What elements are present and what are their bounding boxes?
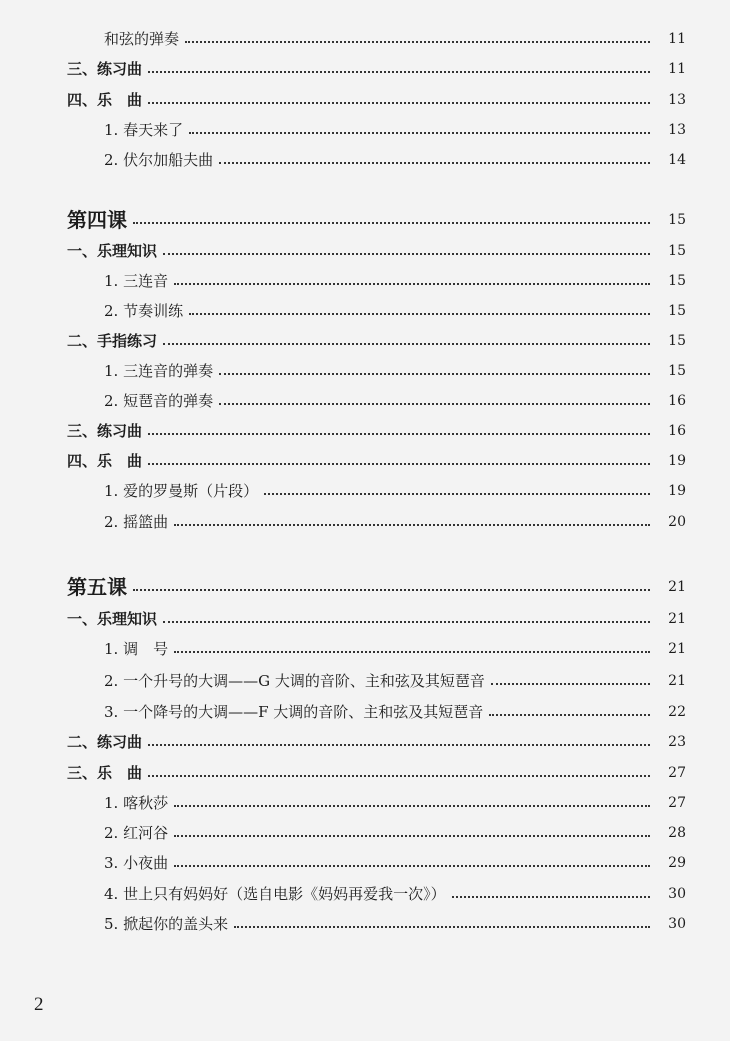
- toc-entry-label: 1. 春天来了: [104, 121, 184, 139]
- toc-entry[interactable]: [104, 294, 686, 320]
- toc-entry[interactable]: [104, 877, 686, 903]
- toc-entry-label: 第五课: [67, 575, 127, 599]
- leader-dots: [219, 403, 650, 405]
- toc-entry-label: 2. 一个升号的大调——G 大调的音阶、主和弦及其短琶音: [104, 672, 485, 690]
- leader-dots: [489, 714, 650, 716]
- toc-entry[interactable]: [67, 203, 686, 232]
- toc-entry[interactable]: [104, 113, 686, 139]
- toc-page-number: 23: [668, 734, 686, 750]
- toc-page-number: 28: [668, 825, 686, 841]
- toc-entry-label: 1. 喀秋莎: [104, 794, 169, 812]
- leader-dots: [148, 71, 650, 73]
- page-number: 2: [34, 994, 44, 1015]
- toc-page-number: 21: [668, 579, 686, 595]
- toc-entry-label: 1. 爱的罗曼斯（片段）: [104, 482, 259, 500]
- toc-entry-label: 第四课: [67, 208, 127, 232]
- toc-page-number: 11: [668, 31, 686, 47]
- toc-entry[interactable]: [67, 52, 686, 78]
- leader-dots: [163, 621, 650, 623]
- toc-entry-label: 2. 节奏训练: [104, 302, 184, 320]
- leader-dots: [148, 744, 650, 746]
- toc-entry-label: 三、练习曲: [67, 422, 143, 440]
- toc-entry[interactable]: [104, 505, 686, 531]
- toc-entry-label: 2. 伏尔加船夫曲: [104, 151, 214, 169]
- leader-dots: [174, 651, 650, 653]
- toc-entry[interactable]: [104, 632, 686, 658]
- leader-dots: [148, 775, 650, 777]
- toc-page-number: 27: [668, 765, 686, 781]
- leader-dots: [174, 805, 650, 807]
- toc-page-number: 27: [668, 795, 686, 811]
- toc-entry[interactable]: [104, 695, 686, 721]
- toc-entry[interactable]: [67, 602, 686, 628]
- toc-entry[interactable]: [104, 907, 686, 933]
- toc-page-number: 22: [668, 704, 686, 720]
- toc-entry-label: 2. 摇篮曲: [104, 513, 169, 531]
- toc-entry[interactable]: [67, 234, 686, 260]
- toc-entry[interactable]: [104, 384, 686, 410]
- leader-dots: [174, 835, 650, 837]
- toc-entry-label: 二、手指练习: [67, 332, 158, 350]
- toc-entry[interactable]: [67, 444, 686, 470]
- toc-page-number: 21: [668, 641, 686, 657]
- leader-dots: [491, 683, 650, 685]
- leader-dots: [174, 524, 650, 526]
- toc-entry[interactable]: [104, 846, 686, 872]
- toc-entry-label: 1. 三连音的弹奏: [104, 362, 214, 380]
- toc-entry[interactable]: [104, 474, 686, 500]
- toc-entry[interactable]: [67, 414, 686, 440]
- toc-entry-label: 1. 三连音: [104, 272, 169, 290]
- toc-page-number: 13: [668, 122, 686, 138]
- toc-page-number: 29: [668, 855, 686, 871]
- toc-entry[interactable]: [104, 264, 686, 290]
- leader-dots: [264, 493, 650, 495]
- toc-page-number: 15: [668, 303, 686, 319]
- toc-entry[interactable]: [67, 570, 686, 599]
- toc-entry[interactable]: [104, 143, 686, 169]
- toc-entry-label: 一、乐理知识: [67, 610, 158, 628]
- toc-page-number: 16: [668, 423, 686, 439]
- toc-entry-label: 1. 调 号: [104, 640, 169, 658]
- leader-dots: [219, 373, 650, 375]
- leader-dots: [163, 343, 650, 345]
- toc-page-number: 21: [668, 611, 686, 627]
- toc-entry-label: 四、乐 曲: [67, 91, 143, 109]
- toc-page-number: 15: [668, 212, 686, 228]
- toc-entry-label: 4. 世上只有妈妈好（选自电影《妈妈再爱我一次》）: [104, 885, 446, 903]
- leader-dots: [148, 102, 650, 104]
- toc-page-number: 19: [668, 453, 686, 469]
- toc-page-number: 30: [668, 886, 686, 902]
- toc-entry-label: 2. 短琶音的弹奏: [104, 392, 214, 410]
- toc-entry-label: 四、乐 曲: [67, 452, 143, 470]
- leader-dots: [219, 162, 650, 164]
- leader-dots: [189, 313, 650, 315]
- toc-entry-label: 5. 掀起你的盖头来: [104, 915, 229, 933]
- toc-entry-label: 2. 红河谷: [104, 824, 169, 842]
- leader-dots: [163, 253, 650, 255]
- toc-entry[interactable]: [67, 756, 686, 782]
- toc-entry[interactable]: [104, 22, 686, 48]
- toc-page-number: 15: [668, 363, 686, 379]
- toc-page-number: 13: [668, 92, 686, 108]
- leader-dots: [148, 463, 650, 465]
- toc-page-number: 15: [668, 243, 686, 259]
- toc-page-number: 14: [668, 152, 686, 168]
- toc-entry-label: 和弦的弹奏: [104, 30, 180, 48]
- toc-entry-label: 一、乐理知识: [67, 242, 158, 260]
- toc-entry-label: 3. 小夜曲: [104, 854, 169, 872]
- toc-page-number: 20: [668, 514, 686, 530]
- toc-entry[interactable]: [104, 354, 686, 380]
- toc-entry-label: 二、练习曲: [67, 733, 143, 751]
- toc-page-number: 15: [668, 273, 686, 289]
- toc-entry[interactable]: [67, 324, 686, 350]
- leader-dots: [133, 589, 650, 591]
- leader-dots: [452, 896, 650, 898]
- toc-entry[interactable]: [104, 816, 686, 842]
- leader-dots: [148, 433, 650, 435]
- toc-entry-label: 三、乐 曲: [67, 764, 143, 782]
- toc-entry[interactable]: [104, 786, 686, 812]
- leader-dots: [133, 222, 650, 224]
- toc-page-number: 30: [668, 916, 686, 932]
- toc-page-number: 21: [668, 673, 686, 689]
- toc-entry-label: 3. 一个降号的大调——F 大调的音阶、主和弦及其短琶音: [104, 703, 484, 721]
- toc-page-number: 16: [668, 393, 686, 409]
- toc-page-number: 19: [668, 483, 686, 499]
- toc-entry[interactable]: [67, 83, 686, 109]
- leader-dots: [185, 41, 650, 43]
- toc-entry[interactable]: [67, 725, 686, 751]
- leader-dots: [174, 283, 650, 285]
- toc-entry-label: 三、练习曲: [67, 60, 143, 78]
- toc-entry[interactable]: [104, 664, 686, 690]
- toc-page-number: 15: [668, 333, 686, 349]
- toc-page-number: 11: [668, 61, 686, 77]
- leader-dots: [174, 865, 650, 867]
- leader-dots: [234, 926, 650, 928]
- leader-dots: [189, 132, 650, 134]
